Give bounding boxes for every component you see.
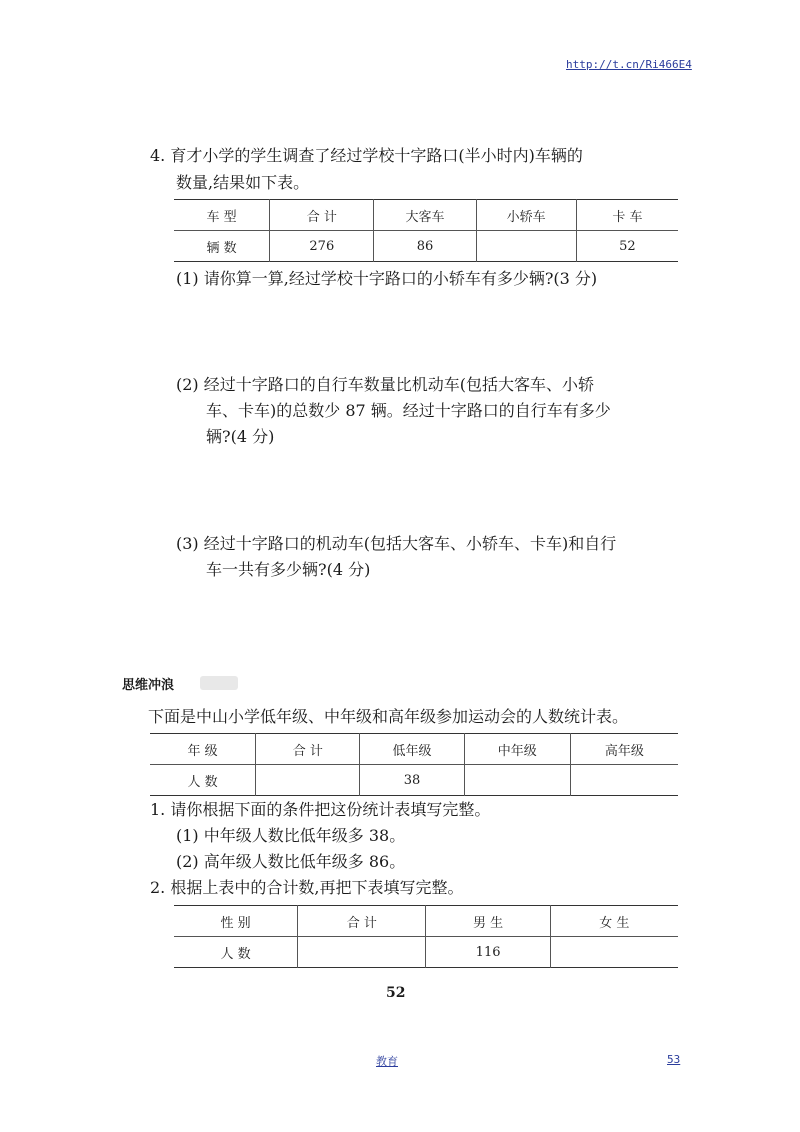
table-row-label: 人 数 [187, 774, 218, 790]
q4-sub1: (1) 请你算一算,经过学校十字路口的小轿车有多少辆?(3 分) [176, 269, 598, 288]
section-q1-a: (1) 中年级人数比低年级多 38。 [176, 826, 406, 845]
scan-noise [200, 676, 238, 690]
page-number: 52 [386, 985, 406, 1001]
section-q2: 2. 根据上表中的合计数,再把下表填写完整。 [150, 878, 464, 897]
q4-intro-text: 育才小学的学生调查了经过学校十字路口(半小时内)车辆的 [170, 146, 583, 165]
table-cell [570, 765, 678, 796]
table-header: 性 别 [174, 906, 298, 937]
table-row-label: 人 数 [220, 946, 251, 962]
table-header: 大客车 [374, 200, 476, 231]
table-row [150, 734, 678, 765]
q4-intro-line1 [150, 143, 583, 169]
table-row [174, 937, 678, 968]
q4-sub2-line3: 辆?(4 分) [206, 427, 275, 446]
table-cell [256, 765, 360, 796]
footer-page-link[interactable]: 53 [667, 1053, 681, 1066]
table-row [174, 906, 678, 937]
table-header: 年 级 [150, 734, 256, 765]
q4-sub3-line1: (3) 经过十字路口的机动车(包括大客车、小轿车、卡车)和自行 [176, 534, 617, 553]
q4-number: 4. [150, 146, 166, 165]
table-cell: 116 [426, 937, 550, 968]
table-row [174, 231, 678, 262]
table-row-label: 辆 数 [206, 240, 237, 256]
table-header: 高年级 [570, 734, 678, 765]
grade-table [150, 733, 678, 796]
q4-intro-line2: 数量,结果如下表。 [176, 173, 310, 192]
table-cell: 52 [576, 231, 678, 262]
table-header: 中年级 [464, 734, 570, 765]
table-cell [298, 937, 426, 968]
table-cell: 38 [360, 765, 464, 796]
table-cell [464, 765, 570, 796]
table-header: 女 生 [550, 906, 678, 937]
q4-sub2-line1: (2) 经过十字路口的自行车数量比机动车(包括大客车、小轿 [176, 375, 594, 394]
table-header: 合 计 [298, 906, 426, 937]
table-header: 合 计 [256, 734, 360, 765]
gender-table [174, 905, 678, 968]
table-row [150, 765, 678, 796]
section-title: 思维冲浪 [122, 678, 175, 693]
section-intro: 下面是中山小学低年级、中年级和高年级参加运动会的人数统计表。 [148, 707, 629, 726]
q4-sub3-line2: 车一共有多少辆?(4 分) [206, 560, 371, 579]
section-q1-b: (2) 高年级人数比低年级多 86。 [176, 852, 406, 871]
table-header: 男 生 [426, 906, 550, 937]
table-header: 低年级 [360, 734, 464, 765]
table-cell [476, 231, 576, 262]
footer-link[interactable]: 教育 [376, 1055, 398, 1068]
q4-sub2-line2: 车、卡车)的总数少 87 辆。经过十字路口的自行车有多少 [206, 401, 611, 420]
table-cell: 86 [374, 231, 476, 262]
table-header: 小轿车 [476, 200, 576, 231]
vehicle-table [174, 199, 678, 262]
table-cell [550, 937, 678, 968]
table-header: 合 计 [270, 200, 374, 231]
section-q1: 1. 请你根据下面的条件把这份统计表填写完整。 [150, 800, 491, 819]
header-link[interactable]: http://t.cn/Ri466E4 [566, 58, 692, 71]
table-header: 车 型 [174, 200, 270, 231]
table-row [174, 200, 678, 231]
table-cell: 276 [270, 231, 374, 262]
table-header: 卡 车 [576, 200, 678, 231]
